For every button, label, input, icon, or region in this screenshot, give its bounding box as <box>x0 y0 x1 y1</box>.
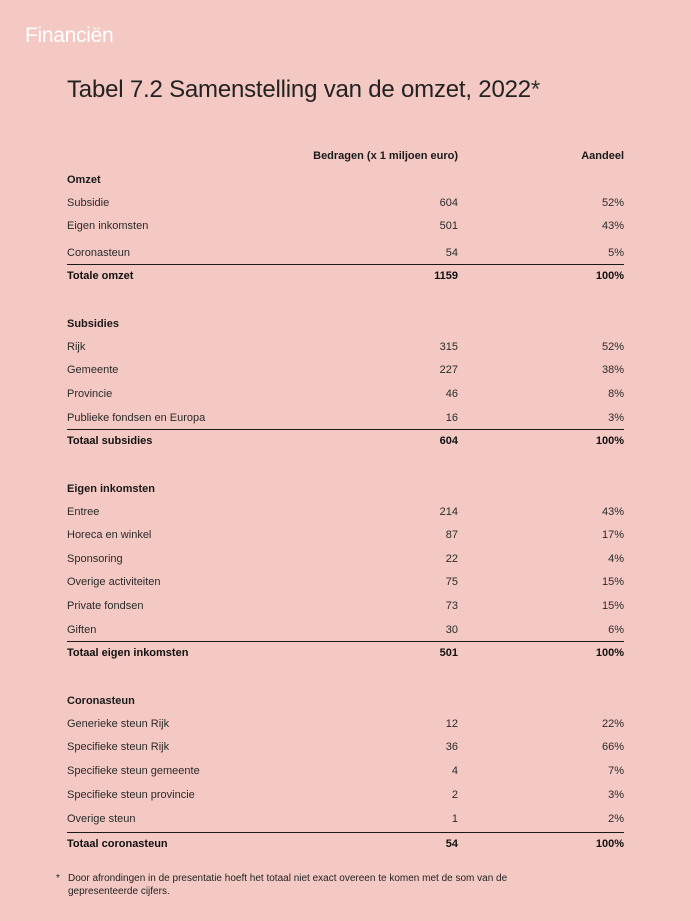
total-divider <box>67 264 624 265</box>
section-title: Eigen inkomsten <box>67 483 156 495</box>
table-title <box>67 76 540 104</box>
row-share: 43% <box>601 220 624 232</box>
column-headers <box>67 150 624 166</box>
row-share: 52% <box>601 197 624 209</box>
row-amount: 604 <box>439 435 458 447</box>
table-row <box>67 247 624 263</box>
row-label: Specifieke steun Rijk <box>67 741 170 753</box>
row-amount: 12 <box>445 718 458 730</box>
row-amount: 501 <box>439 220 458 232</box>
row-label: Generieke steun Rijk <box>67 718 170 730</box>
page-header-title: Financiën <box>25 24 114 47</box>
row-share: 100% <box>595 270 624 282</box>
row-label: Publieke fondsen en Europa <box>67 412 206 424</box>
row-share: 66% <box>601 741 624 753</box>
row-amount: 214 <box>439 506 458 518</box>
table-row <box>67 813 624 829</box>
table-row <box>67 553 624 569</box>
table-row <box>67 197 624 213</box>
section-title: Subsidies <box>67 318 119 330</box>
row-share: 2% <box>608 813 624 825</box>
row-label: Subsidie <box>67 197 110 209</box>
row-label: Coronasteun <box>67 247 130 259</box>
table-row <box>67 789 624 805</box>
row-share: 5% <box>608 247 624 259</box>
row-label: Eigen inkomsten <box>67 220 149 232</box>
row-share: 4% <box>608 553 624 565</box>
row-amount: 73 <box>445 600 458 612</box>
column-header-amount: Bedragen (x 1 miljoen euro) <box>313 150 458 162</box>
row-share: 17% <box>601 529 624 541</box>
total-row <box>67 838 624 854</box>
row-share: 3% <box>608 789 624 801</box>
total-row <box>67 647 624 663</box>
row-amount: 315 <box>439 341 458 353</box>
row-share: 7% <box>608 765 624 777</box>
row-label: Totaal coronasteun <box>67 838 168 850</box>
row-amount: 501 <box>439 647 458 659</box>
footnote <box>56 872 576 898</box>
total-row <box>67 435 624 451</box>
table-row <box>67 364 624 380</box>
section-title: Coronasteun <box>67 695 135 707</box>
total-divider <box>67 429 624 430</box>
table-title-text: Tabel 7.2 Samenstelling van de omzet, 2022 <box>67 76 531 103</box>
footnote-text: Door afrondingen in de presentatie hoeft het totaal niet exact overeen te komen met de som van de gepresenteerde cijfers. <box>68 873 508 897</box>
row-amount: 1 <box>451 813 458 825</box>
table-row <box>67 576 624 592</box>
total-row <box>67 270 624 286</box>
row-label: Private fondsen <box>67 600 144 612</box>
total-divider <box>67 832 624 833</box>
row-amount: 54 <box>445 247 458 259</box>
row-label: Rijk <box>67 341 86 353</box>
row-amount: 16 <box>445 412 458 424</box>
row-label: Specifieke steun gemeente <box>67 765 200 777</box>
column-header-share: Aandeel <box>581 150 624 162</box>
table-row <box>67 341 624 357</box>
row-label: Overige activiteiten <box>67 576 161 588</box>
row-amount: 75 <box>445 576 458 588</box>
table-row <box>67 220 624 236</box>
row-share: 100% <box>595 435 624 447</box>
table-row <box>67 412 624 428</box>
row-amount: 87 <box>445 529 458 541</box>
footnote-mark: * <box>56 873 60 884</box>
row-amount: 46 <box>445 388 458 400</box>
table-row <box>67 718 624 734</box>
row-amount: 4 <box>451 765 458 777</box>
row-share: 15% <box>601 600 624 612</box>
row-label: Totaal eigen inkomsten <box>67 647 189 659</box>
row-label: Entree <box>67 506 100 518</box>
row-amount: 227 <box>439 364 458 376</box>
row-share: 38% <box>601 364 624 376</box>
row-amount: 36 <box>445 741 458 753</box>
row-label: Overige steun <box>67 813 136 825</box>
row-amount: 30 <box>445 624 458 636</box>
table-row <box>67 765 624 781</box>
row-share: 22% <box>601 718 624 730</box>
row-share: 43% <box>601 506 624 518</box>
table-title-footnote-mark: * <box>530 76 541 103</box>
row-label: Gemeente <box>67 364 119 376</box>
row-label: Totale omzet <box>67 270 134 282</box>
row-amount: 54 <box>445 838 458 850</box>
row-amount: 1159 <box>434 270 458 282</box>
row-amount: 604 <box>439 197 458 209</box>
row-amount: 22 <box>445 553 458 565</box>
row-share: 100% <box>595 838 624 850</box>
row-label: Provincie <box>67 388 113 400</box>
row-label: Sponsoring <box>67 553 123 565</box>
row-label: Horeca en winkel <box>67 529 152 541</box>
row-label: Giften <box>67 624 97 636</box>
row-share: 3% <box>608 412 624 424</box>
table-row <box>67 529 624 545</box>
table-row <box>67 624 624 640</box>
row-share: 52% <box>601 341 624 353</box>
row-label: Specifieke steun provincie <box>67 789 195 801</box>
section-title: Omzet <box>67 174 101 186</box>
table-row <box>67 741 624 757</box>
table-row <box>67 388 624 404</box>
table-row <box>67 506 624 522</box>
total-divider <box>67 641 624 642</box>
table-row <box>67 600 624 616</box>
row-share: 8% <box>608 388 624 400</box>
row-share: 15% <box>601 576 624 588</box>
row-label: Totaal subsidies <box>67 435 153 447</box>
row-share: 100% <box>595 647 624 659</box>
row-share: 6% <box>608 624 624 636</box>
row-amount: 2 <box>451 789 458 801</box>
